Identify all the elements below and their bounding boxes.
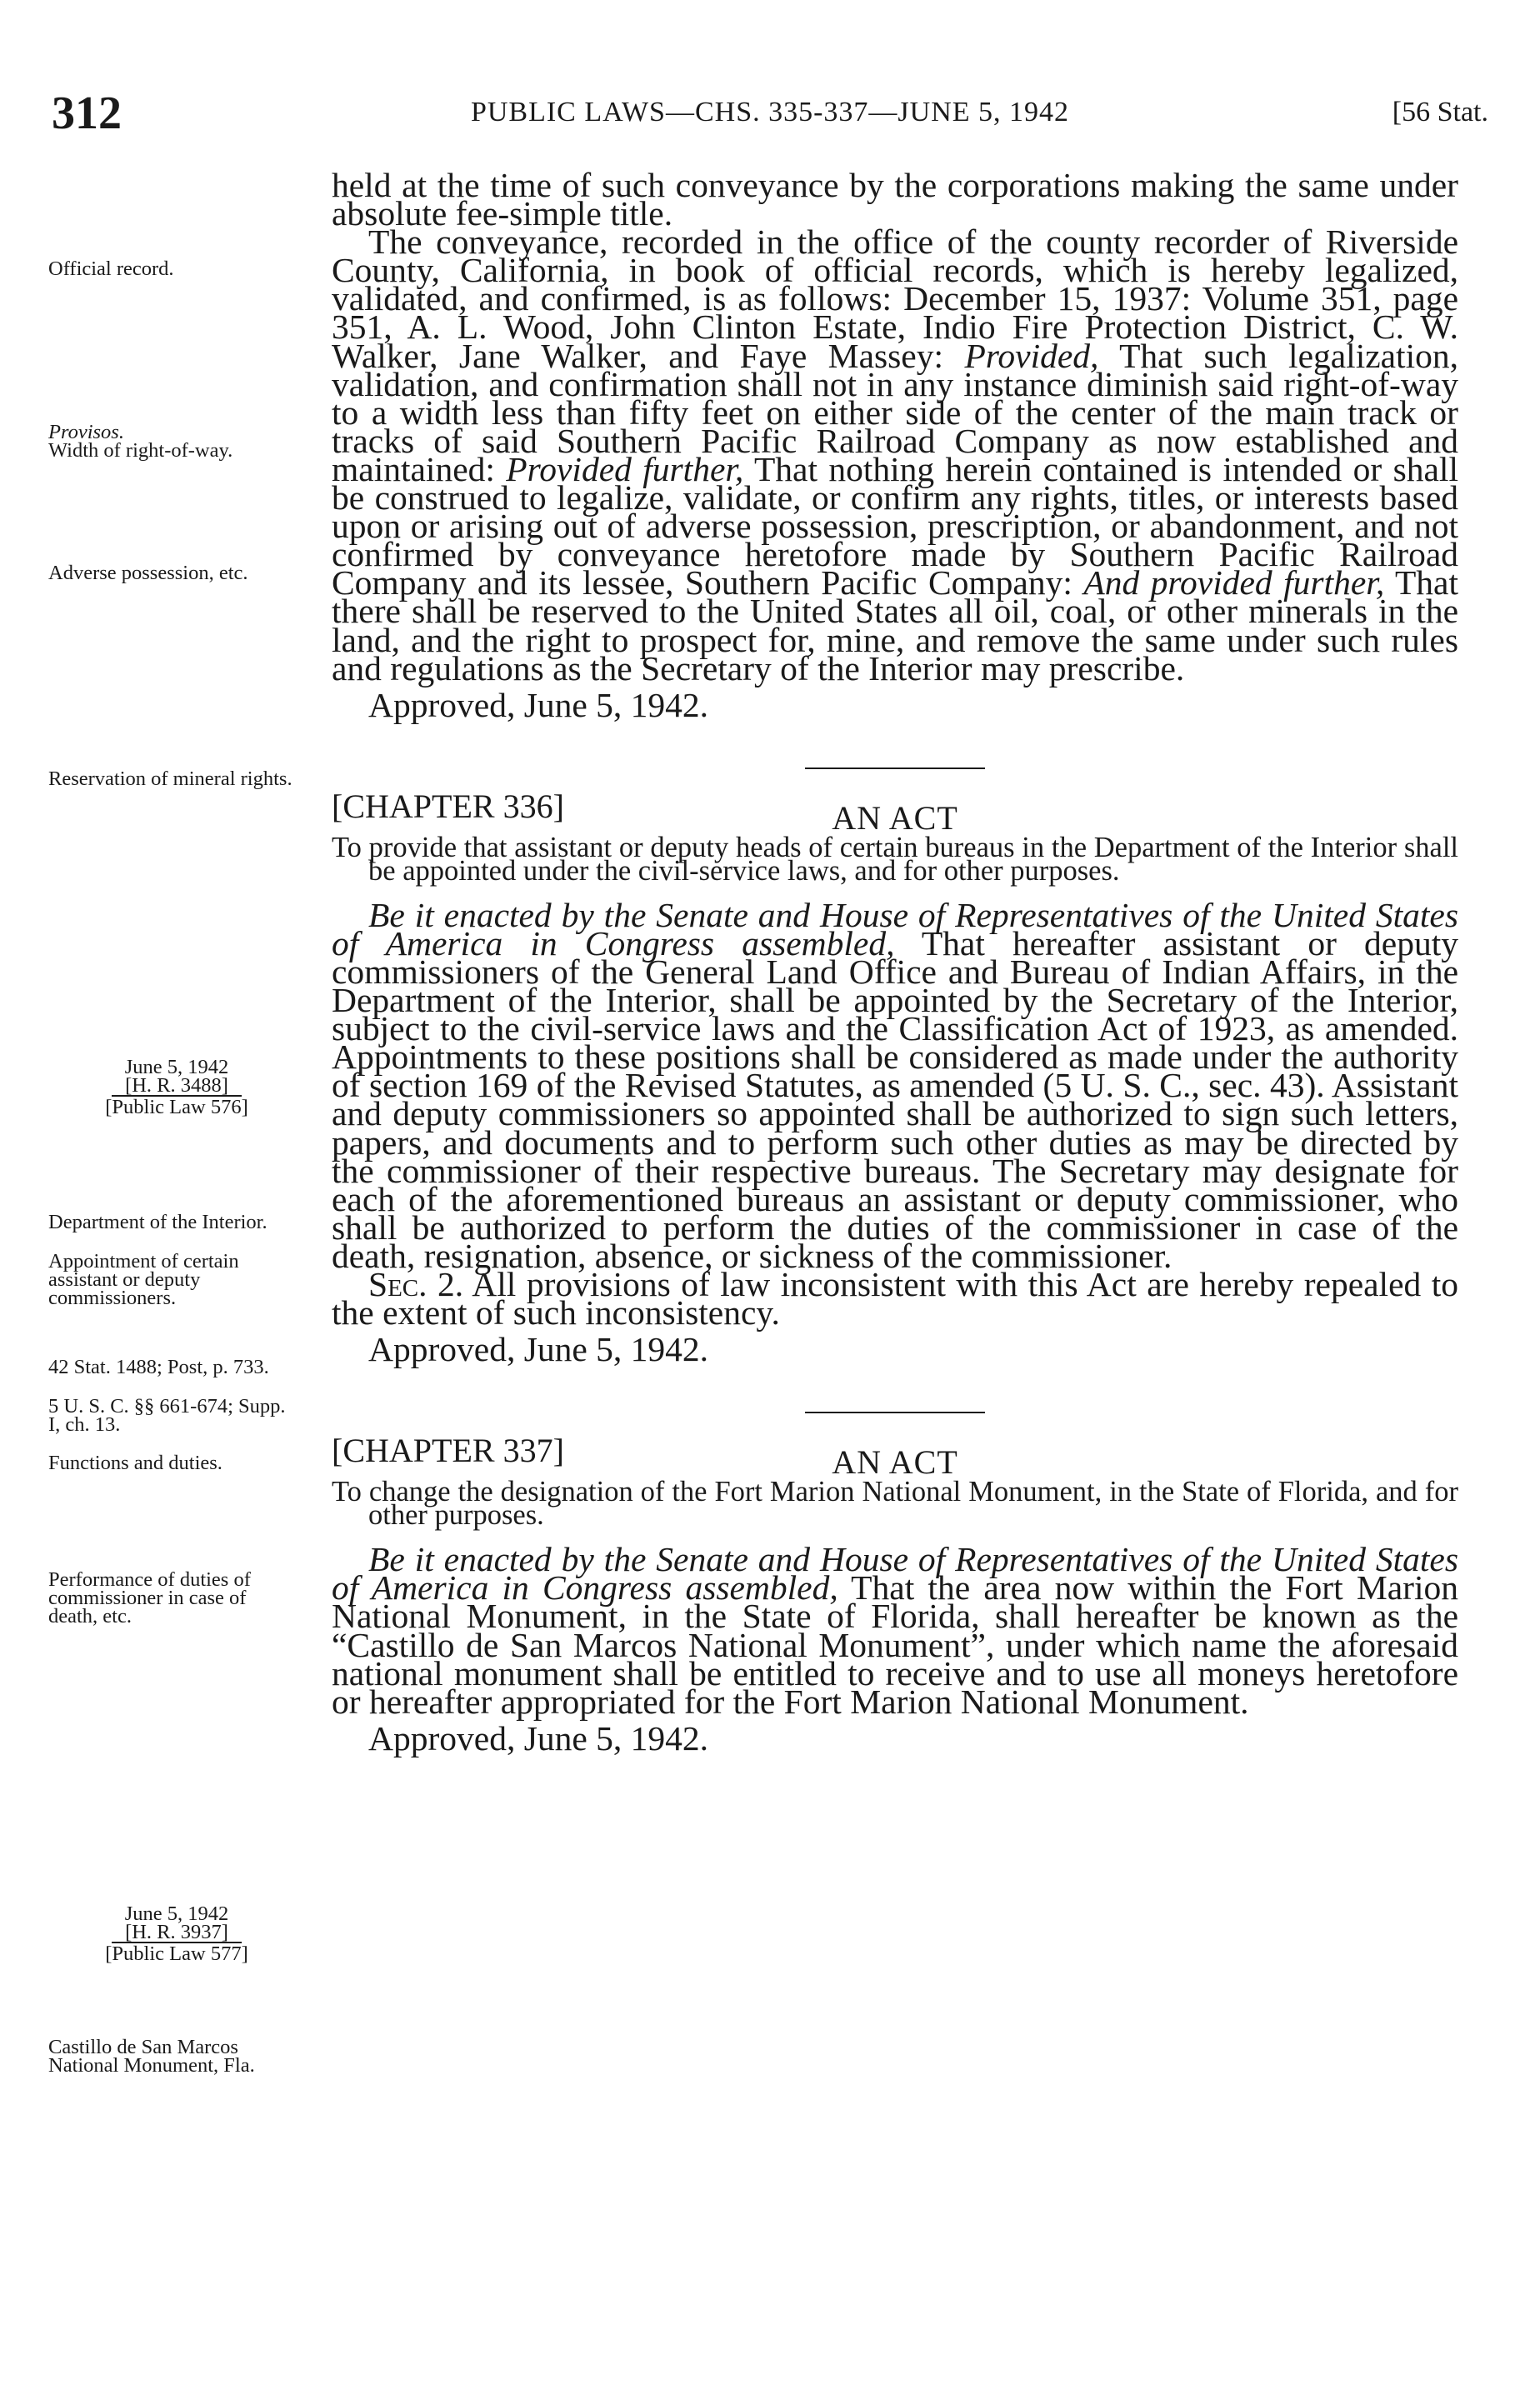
margin-note-ch336-date: June 5, 1942: [124, 1056, 229, 1078]
act-purpose: To change the designation of the Fort Marion National Monument, in the State of Florida, and for other purposes.: [332, 1476, 1458, 1532]
margin-note-ch336-public-law: [Public Law 576]: [105, 1096, 248, 1118]
margin-note-castillo: Castillo de San Marcos National Monument, Fla.: [48, 2036, 255, 2077]
margin-note-provisos: Provisos.: [48, 421, 124, 443]
page-number: 312: [52, 88, 122, 139]
chapter-336-heading: [332, 768, 1458, 837]
act-body: Be it enacted by the Senate and House of Representatives of the United States of America in Congress assembled, That the area now within the Fort Marion National Monument, in the State of Florida, shall hereafter be known as the “Castillo de San Marcos National Monument”, under which name the aforesaid national monument shall be entitled to receive and to use all moneys heretofore or hereafter appropriated for the Fort Marion National Monument.: [332, 1540, 1458, 1721]
margin-note-ch337-bill: [H. R. 3937]: [52, 1923, 302, 1943]
chapter-number: [CHAPTER 337]: [332, 1432, 564, 1470]
chapter-337-heading: [332, 1412, 1458, 1482]
approved-line: Approved, June 5, 1942.: [368, 1718, 709, 1758]
margin-note-mineral-rights: Reservation of mineral rights.: [48, 768, 292, 790]
main-text-column: [332, 166, 1459, 1758]
margin-note-functions: Functions and duties.: [48, 1452, 222, 1474]
section-rule: [805, 768, 985, 769]
approved-line: Approved, June 5, 1942.: [368, 685, 709, 724]
running-title: PUBLIC LAWS—CHS. 335-337—JUNE 5, 1942: [470, 97, 1070, 128]
volume-reference: [56 Stat.: [1392, 97, 1488, 128]
section-2: Sec. 2. All provisions of law inconsistent with this Act are hereby repealed to the extent of such inconsistency.: [332, 1265, 1459, 1332]
margin-note-performance: Performance of duties of commissioner in case of death, etc.: [48, 1568, 251, 1628]
margin-note-ch337-date: June 5, 1942: [124, 1902, 229, 1925]
act-body: Be it enacted by the Senate and House of Representatives of the United States of America in Congress assembled, That hereafter assistant or deputy commissioners of the General Land Office and Bureau of Indian Affairs, in the Department of the Interior, shall be appointed by the Secretary of the Interior, subject to the civil-service laws and the Classification Act of 1923, as amended. Appointments to these positions shall be considered as made under the authority of section 169 of the Revised Statutes, as amended (5 U. S. C., sec. 43). Assistant and deputy commissioners so appointed shall be authorized to sign such letters, papers, and documents and to perform such other duties as may be directed by the commissioner of their respective bureaus. The Secretary may designate for each of the aforementioned bureaus an assistant or deputy commissioner, who shall be authorized to perform the duties of the commissioner in case of the death, resignation, absence, or sickness of the commissioner.: [332, 895, 1458, 1275]
margin-note-official-record: Official record.: [48, 258, 174, 280]
margin-note-usc-ref: 5 U. S. C. §§ 661-674; Supp. I, ch. 13.: [48, 1395, 286, 1436]
chapter-number: [CHAPTER 336]: [332, 787, 564, 825]
section-rule: [805, 1412, 985, 1413]
margin-note-stat-ref: 42 Stat. 1488; Post, p. 733.: [48, 1356, 269, 1378]
approved-line: Approved, June 5, 1942.: [368, 1330, 709, 1369]
margin-note-adverse-possession: Adverse possession, etc.: [48, 562, 248, 584]
conveyance-paragraph: The conveyance, recorded in the office of the county recorder of Riverside County, California, in book of official records, which is hereby legalized, validated, and confirmed, is as follows: December 15, 1937: Volume 351, page 351, A. L. Wood, John Clinton Estate, Indio Fire Protection District, C. W. Walker, Jane Walker, and Faye Massey: Provided, That such legalization, validation, and confirmation shall not in any instance diminish said right-of-way to a width less than fifty feet on either side of the center of the main track or tracks of said Southern Pacific Railroad Company as now established and maintained: Provided further, That nothing herein contained is intended or shall be construed to legalize, validate, or confirm any rights, titles, or interests based upon or arising out of adverse possession, prescription, or abandonment, and not confirmed by conveyance heretofore made by Southern Pacific Railroad Company and its lessee, Southern Pacific Company: And provided further, That there shall be reserved to the United States all oil, coal, or other minerals in the land, and the right to prospect for, mine, and remove the same under such rules and regulations as the Secretary of the Interior may prescribe.: [332, 222, 1458, 688]
page-header: [52, 87, 1488, 137]
margin-note-ch336-bill: [H. R. 3488]: [52, 1077, 302, 1097]
margin-note-appointment: Appointment of certain assistant or deputy commissioners.: [48, 1250, 239, 1309]
continuation-paragraph: held at the time of such conveyance by the corporations making the same under absolute fee-simple title.: [332, 166, 1458, 233]
act-purpose: To provide that assistant or deputy heads of certain bureaus in the Department of the Interior shall be appointed under the civil-service laws, and for other purposes.: [332, 831, 1458, 887]
margin-note-ch337-public-law: [Public Law 577]: [105, 1942, 248, 1965]
act-heading: AN ACT: [832, 798, 958, 837]
act-heading: AN ACT: [832, 1443, 958, 1482]
margin-note-width: Width of right-of-way.: [48, 439, 233, 462]
margin-note-department: Department of the Interior.: [48, 1211, 268, 1233]
